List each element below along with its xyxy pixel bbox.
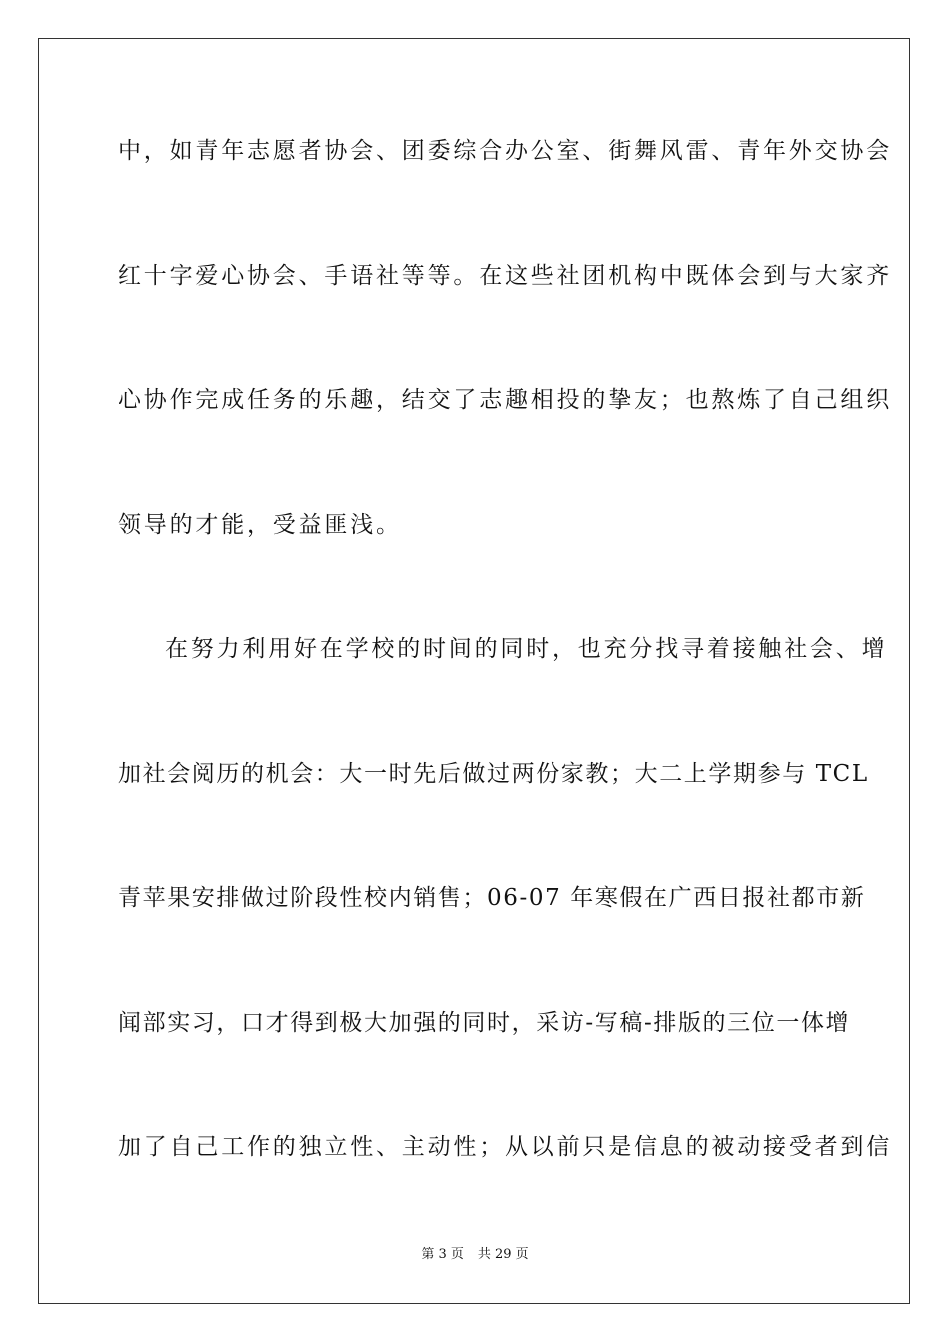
page-footer <box>0 1246 950 1264</box>
text-line: 心协作完成任务的乐趣，结交了志趣相投的挚友；也熬炼了自己组织 <box>118 387 892 413</box>
page-total: 共 29 页 <box>477 1247 529 1262</box>
text-line: 加社会阅历的机会：大一时先后做过两份家教；大二上学期参与 TCL <box>118 761 869 787</box>
text-line: 闻部实习，口才得到极大加强的同时，采访-写稿-排版的三位一体增 <box>118 1010 851 1036</box>
text-line: 领导的才能，受益匪浅。 <box>118 512 402 538</box>
page-number: 第 3 页 <box>421 1247 464 1262</box>
text-line: 中，如青年志愿者协会、团委综合办公室、街舞风雷、青年外交协会 <box>118 138 892 164</box>
text-line: 青苹果安排做过阶段性校内销售；06-07 年寒假在广西日报社都市新 <box>118 885 866 911</box>
text-line: 加了自己工作的独立性、主动性；从以前只是信息的被动接受者到信 <box>118 1134 892 1160</box>
text-line: 红十字爱心协会、手语社等等。在这些社团机构中既体会到与大家齐 <box>118 263 892 289</box>
page-frame <box>38 38 910 1304</box>
text-line-paragraph-start: 在努力利用好在学校的时间的同时，也充分找寻着接触社会、增 <box>165 636 888 662</box>
